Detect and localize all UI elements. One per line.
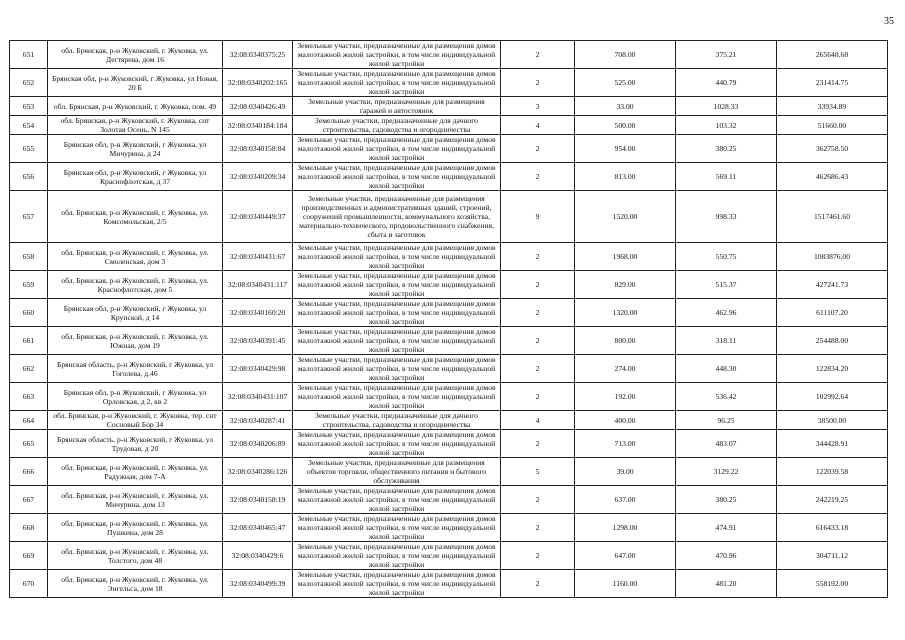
table-row	[10, 542, 888, 570]
address-cell: обл. Брянская, р-н Жуковский, г. Жуковка, ул. Толстого, дом 48	[48, 542, 223, 570]
specific-value-cell: 536.42	[676, 383, 777, 411]
address-cell: обл. Брянская, р-н Жуковский, г. Жуковка, снт Золотая Осень, N 145	[48, 116, 223, 135]
table-row	[10, 191, 888, 243]
address-cell: обл. Брянская, р-н Жуковский, г. Жуковка, ул. Мичурина, дом 13	[48, 486, 223, 514]
area-cell: 954.00	[575, 135, 676, 163]
land-use-cell: Земельные участки, предназначенные для размещения гаражей и автостоянок	[293, 97, 501, 116]
land-use-cell: Земельные участки, предназначенные для размещения домов малоэтажной жилой застройки, в том числе индивидуальной жилой застройки	[293, 383, 501, 411]
table-row	[10, 514, 888, 542]
cadastral-number-cell: 32:08:0340375:25	[223, 41, 293, 69]
area-cell: 1320.00	[575, 299, 676, 327]
table-row	[10, 486, 888, 514]
address-cell: обл. Брянская, р-н Жуковский, г. Жуковка, ул. Радужная, дом 7-А	[48, 458, 223, 486]
group-cell: 2	[501, 69, 575, 97]
cadastral-value-cell: 362758.50	[777, 135, 888, 163]
area-cell: 1160.00	[575, 570, 676, 598]
area-cell: 274.00	[575, 355, 676, 383]
specific-value-cell: 103.32	[676, 116, 777, 135]
land-use-cell: Земельные участки, предназначенные для дачного строительства, садоводства и огородничества	[293, 116, 501, 135]
address-cell: обл. Брянская, р-н Жуковский, г. Жуковка, ул. Краснофлотская, дом 5	[48, 271, 223, 299]
row-number: 668	[10, 514, 48, 542]
area-cell: 1520.00	[575, 191, 676, 243]
address-cell: обл. Брянская, р-н Жуковский, г. Жуковка, ул. Южная, дом 19	[48, 327, 223, 355]
page-number: 35	[884, 16, 894, 27]
group-cell: 2	[501, 163, 575, 191]
group-cell: 2	[501, 430, 575, 458]
land-use-cell: Земельные участки, предназначенные для размещения домов малоэтажной жилой застройки, в том числе индивидуальной жилой застройки	[293, 135, 501, 163]
group-cell: 4	[501, 116, 575, 135]
cadastral-number-cell: 32:08:0340287:41	[223, 411, 293, 430]
land-use-cell: Земельные участки, предназначенные для размещения домов малоэтажной жилой застройки, в том числе индивидуальной жилой застройки	[293, 41, 501, 69]
cadastral-number-cell: 32:08:0340209:34	[223, 163, 293, 191]
group-cell: 2	[501, 271, 575, 299]
address-cell: обл. Брянская, р-н Жуковский, г. Жуковка, ул. Дегтярева, дом 16	[48, 41, 223, 69]
address-cell: Брянская область, р-н Жуковский, г Жуковка, ул Гоголева, д.46	[48, 355, 223, 383]
land-use-cell: Земельные участки, предназначенные для размещения домов малоэтажной жилой застройки, в том числе индивидуальной жилой застройки	[293, 430, 501, 458]
table-row	[10, 243, 888, 271]
cadastral-number-cell: 32:08:0340160:20	[223, 299, 293, 327]
row-number: 654	[10, 116, 48, 135]
row-number: 655	[10, 135, 48, 163]
row-number: 669	[10, 542, 48, 570]
land-use-cell: Земельные участки, предназначенные для размещения домов малоэтажной жилой застройки, в том числе индивидуальной жилой застройки	[293, 570, 501, 598]
cadastral-value-cell: 427241.73	[777, 271, 888, 299]
specific-value-cell: 515.37	[676, 271, 777, 299]
area-cell: 1298.00	[575, 514, 676, 542]
cadastral-number-cell: 32:08:0340426:49	[223, 97, 293, 116]
row-number: 661	[10, 327, 48, 355]
cadastral-number-cell: 32:08:0340286:126	[223, 458, 293, 486]
land-use-cell: Земельные участки, предназначенные для размещения производственных и административных зданий, строений, сооружений промышленности, коммунального хозяйства, материально-технического, продовольственного снабжения, сбыта и заготовок	[293, 191, 501, 243]
table-row	[10, 570, 888, 598]
specific-value-cell: 318.11	[676, 327, 777, 355]
cadastral-value-cell: 102992.64	[777, 383, 888, 411]
table-row	[10, 299, 888, 327]
area-cell: 500.00	[575, 116, 676, 135]
table-row	[10, 355, 888, 383]
table-row	[10, 411, 888, 430]
cadastral-value-cell: 1517461.60	[777, 191, 888, 243]
row-number: 666	[10, 458, 48, 486]
row-number: 658	[10, 243, 48, 271]
specific-value-cell: 474.91	[676, 514, 777, 542]
specific-value-cell: 998.33	[676, 191, 777, 243]
specific-value-cell: 483.07	[676, 430, 777, 458]
table-row	[10, 271, 888, 299]
address-cell: Брянская обл, р-н Жуковский, г Жуковка, ул Новая, 20 Б	[48, 69, 223, 97]
address-cell: обл. Брянская, р-н Жуковский, г. Жуковка, тер. снт Сосновый Бор 34	[48, 411, 223, 430]
row-number: 651	[10, 41, 48, 69]
land-use-cell: Земельные участки, предназначенные для дачного строительства, садоводства и огородничества	[293, 411, 501, 430]
area-cell: 829.00	[575, 271, 676, 299]
cadastral-value-cell: 462686.43	[777, 163, 888, 191]
specific-value-cell: 470.96	[676, 542, 777, 570]
table-row	[10, 458, 888, 486]
table-row	[10, 327, 888, 355]
area-cell: 647.00	[575, 542, 676, 570]
group-cell: 2	[501, 355, 575, 383]
row-number: 664	[10, 411, 48, 430]
group-cell: 5	[501, 458, 575, 486]
cadastral-value-cell: 38500.00	[777, 411, 888, 430]
group-cell: 4	[501, 411, 575, 430]
group-cell: 2	[501, 327, 575, 355]
cadastral-value-cell: 304711.12	[777, 542, 888, 570]
address-cell: обл. Брянская, р-н Жуковский, г. Жуковка, ул. Пушкина, дом 28	[48, 514, 223, 542]
land-use-cell: Земельные участки, предназначенные для размещения домов малоэтажной жилой застройки, в том числе индивидуальной жилой застройки	[293, 355, 501, 383]
cadastral-value-cell: 33934.89	[777, 97, 888, 116]
specific-value-cell: 380.25	[676, 135, 777, 163]
group-cell: 2	[501, 299, 575, 327]
address-cell: Брянская обл, р-н Жуковский, г Жуковка, ул Крупской, д 14	[48, 299, 223, 327]
group-cell: 2	[501, 41, 575, 69]
area-cell: 813.00	[575, 163, 676, 191]
specific-value-cell: 462.96	[676, 299, 777, 327]
cadastral-value-cell: 616433.18	[777, 514, 888, 542]
area-cell: 33.00	[575, 97, 676, 116]
cadastral-number-cell: 32:08:0340158:84	[223, 135, 293, 163]
cadastral-number-cell: 32:08:0340465:47	[223, 514, 293, 542]
row-number: 662	[10, 355, 48, 383]
area-cell: 637.00	[575, 486, 676, 514]
land-use-cell: Земельные участки, предназначенные для размещения домов малоэтажной жилой застройки, в том числе индивидуальной жилой застройки	[293, 69, 501, 97]
table-body	[10, 41, 888, 598]
land-use-cell: Земельные участки, предназначенные для размещения домов малоэтажной жилой застройки, в том числе индивидуальной жилой застройки	[293, 299, 501, 327]
area-cell: 708.00	[575, 41, 676, 69]
cadastral-number-cell: 32:08:0340431:107	[223, 383, 293, 411]
group-cell: 2	[501, 570, 575, 598]
table-row	[10, 135, 888, 163]
address-cell: обл. Брянская, р-н Жуковский, г. Жуковка, ул. Смоленская, дом 3	[48, 243, 223, 271]
row-number: 656	[10, 163, 48, 191]
land-use-cell: Земельные участки, предназначенные для размещения домов малоэтажной жилой застройки, в том числе индивидуальной жилой застройки	[293, 243, 501, 271]
area-cell: 800.00	[575, 327, 676, 355]
row-number: 657	[10, 191, 48, 243]
table-row	[10, 163, 888, 191]
row-number: 667	[10, 486, 48, 514]
area-cell: 1968.00	[575, 243, 676, 271]
specific-value-cell: 550.75	[676, 243, 777, 271]
table-row	[10, 41, 888, 69]
land-use-cell: Земельные участки, предназначенные для размещения домов малоэтажной жилой застройки, в том числе индивидуальной жилой застройки	[293, 486, 501, 514]
row-number: 653	[10, 97, 48, 116]
cadastral-number-cell: 32:08:0340449:37	[223, 191, 293, 243]
address-cell: Брянская обл, р-н Жуковский, г Жуковка, ул Краснофлотская, д 37	[48, 163, 223, 191]
cadastral-value-cell: 558192.00	[777, 570, 888, 598]
cadastral-value-cell: 344428.91	[777, 430, 888, 458]
cadastral-number-cell: 32:08:0340391:45	[223, 327, 293, 355]
cadastral-value-cell: 122039.58	[777, 458, 888, 486]
row-number: 652	[10, 69, 48, 97]
area-cell: 39.00	[575, 458, 676, 486]
cadastral-number-cell: 32:08:0340429:98	[223, 355, 293, 383]
row-number: 670	[10, 570, 48, 598]
cadastral-number-cell: 32:08:0340202:165	[223, 69, 293, 97]
specific-value-cell: 380.25	[676, 486, 777, 514]
cadastral-number-cell: 32:08:0340431:67	[223, 243, 293, 271]
row-number: 665	[10, 430, 48, 458]
land-use-cell: Земельные участки, предназначенные для размещения домов малоэтажной жилой застройки, в том числе индивидуальной жилой застройки	[293, 327, 501, 355]
group-cell: 2	[501, 243, 575, 271]
land-use-cell: Земельные участки, предназначенные для размещения домов малоэтажной жилой застройки, в том числе индивидуальной жилой застройки	[293, 271, 501, 299]
cadastral-number-cell: 32:08:0340158:19	[223, 486, 293, 514]
land-use-cell: Земельные участки, предназначенные для размещения объектов торговли, общественного питания и бытового обслуживания	[293, 458, 501, 486]
group-cell: 3	[501, 97, 575, 116]
area-cell: 713.00	[575, 430, 676, 458]
cadastral-value-cell: 51660.00	[777, 116, 888, 135]
address-cell: обл. Брянская, р-н Жуковский, г. Жуковка, пом. 49	[48, 97, 223, 116]
group-cell: 2	[501, 542, 575, 570]
address-cell: Брянская область, р-н Жуковский, г Жуковка, ул Трудовая, д 20	[48, 430, 223, 458]
cadastral-number-cell: 32:08:0340499:39	[223, 570, 293, 598]
specific-value-cell: 448.30	[676, 355, 777, 383]
cadastral-value-cell: 265648.68	[777, 41, 888, 69]
specific-value-cell: 481.20	[676, 570, 777, 598]
cadastral-value-cell: 254488.00	[777, 327, 888, 355]
area-cell: 525.00	[575, 69, 676, 97]
area-cell: 192.00	[575, 383, 676, 411]
row-number: 663	[10, 383, 48, 411]
land-use-cell: Земельные участки, предназначенные для размещения домов малоэтажной жилой застройки, в том числе индивидуальной жилой застройки	[293, 514, 501, 542]
table-row	[10, 430, 888, 458]
address-cell: Брянская обл, р-н Жуковский, г Жуковка, ул Мичурина, д 24	[48, 135, 223, 163]
cadastral-number-cell: 32:08:0340429:6	[223, 542, 293, 570]
land-use-cell: Земельные участки, предназначенные для размещения домов малоэтажной жилой застройки, в том числе индивидуальной жилой застройки	[293, 163, 501, 191]
group-cell: 2	[501, 383, 575, 411]
specific-value-cell: 375.21	[676, 41, 777, 69]
group-cell: 9	[501, 191, 575, 243]
specific-value-cell: 1028.33	[676, 97, 777, 116]
table-row	[10, 383, 888, 411]
row-number: 659	[10, 271, 48, 299]
specific-value-cell: 569.11	[676, 163, 777, 191]
group-cell: 2	[501, 514, 575, 542]
group-cell: 2	[501, 135, 575, 163]
specific-value-cell: 3129.22	[676, 458, 777, 486]
area-cell: 400.00	[575, 411, 676, 430]
cadastral-number-cell: 32:08:0340431:117	[223, 271, 293, 299]
cadastral-value-cell: 611107.20	[777, 299, 888, 327]
cadastral-number-cell: 32:08:0340206:89	[223, 430, 293, 458]
cadastral-value-cell: 242219.25	[777, 486, 888, 514]
address-cell: Брянская обл, р-н Жуковский, г Жуковка, ул Орловская, д 2, кв 2	[48, 383, 223, 411]
cadastral-value-cell: 231414.75	[777, 69, 888, 97]
cadastral-value-cell: 1083876.00	[777, 243, 888, 271]
table-row	[10, 69, 888, 97]
specific-value-cell: 96.25	[676, 411, 777, 430]
land-use-cell: Земельные участки, предназначенные для размещения домов малоэтажной жилой застройки, в том числе индивидуальной жилой застройки	[293, 542, 501, 570]
address-cell: обл. Брянская, р-н Жуковский, г. Жуковка, ул. Комсомольская, 2/5	[48, 191, 223, 243]
cadastral-number-cell: 32:08:0340184:184	[223, 116, 293, 135]
cadastral-value-cell: 122834.20	[777, 355, 888, 383]
specific-value-cell: 440.79	[676, 69, 777, 97]
address-cell: обл. Брянская, р-н Жуковский, г. Жуковка, ул. Энгельса, дом 18	[48, 570, 223, 598]
land-registry-table	[9, 40, 888, 598]
table-row	[10, 116, 888, 135]
group-cell: 2	[501, 486, 575, 514]
table-row	[10, 97, 888, 116]
row-number: 660	[10, 299, 48, 327]
